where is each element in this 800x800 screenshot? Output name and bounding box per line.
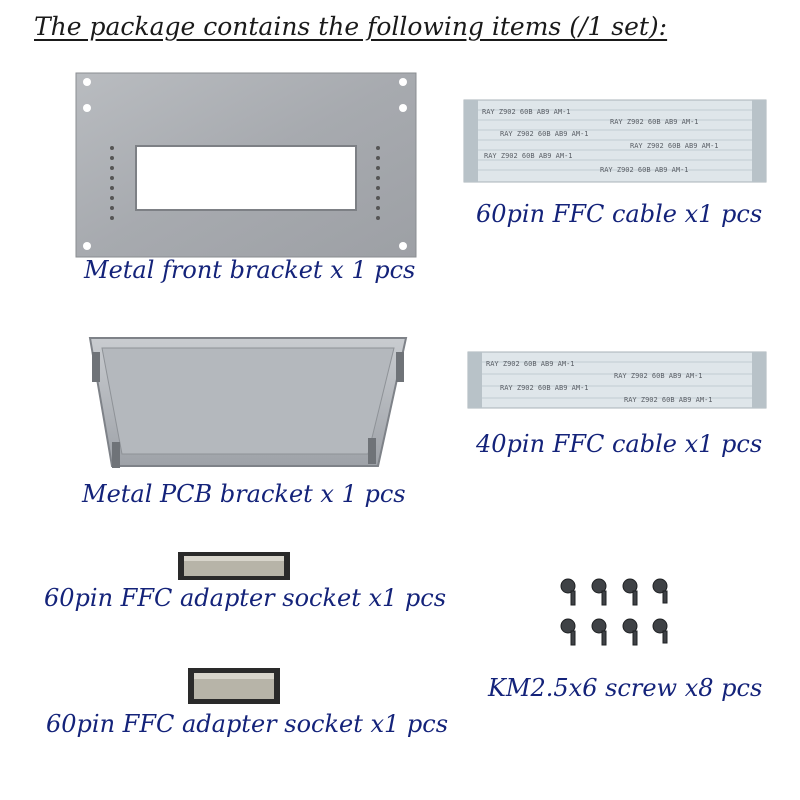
ffc-adapter-socket-image — [186, 666, 282, 706]
screws-image — [554, 572, 674, 652]
item-label: 40pin FFC cable x1 pcs — [476, 430, 763, 458]
item-label: KM2.5x6 screw x8 pcs — [488, 674, 763, 702]
cable-print-text: RAY Z902 60B AB9 AM-1 — [610, 118, 699, 126]
item-label: 60pin FFC cable x1 pcs — [476, 200, 763, 228]
cable-print-text: RAY Z902 60B AB9 AM-1 — [482, 108, 571, 116]
metal-front-bracket-image — [70, 70, 420, 260]
cable-print-text: RAY Z902 60B AB9 AM-1 — [486, 360, 575, 368]
package-contents-heading: The package contains the following items (/1 set): — [34, 12, 668, 41]
ffc-adapter-socket-image — [176, 550, 292, 582]
cable-print-text: RAY Z902 60B AB9 AM-1 — [500, 130, 589, 138]
metal-pcb-bracket-image — [78, 330, 418, 480]
cable-print-text: RAY Z902 60B AB9 AM-1 — [500, 384, 589, 392]
cable-print-text: RAY Z902 60B AB9 AM-1 — [484, 152, 573, 160]
item-label: 60pin FFC adapter socket x1 pcs — [46, 710, 449, 738]
ffc-cable-40pin-image — [464, 348, 770, 412]
item-label: 60pin FFC adapter socket x1 pcs — [44, 584, 447, 612]
item-label: Metal front bracket x 1 pcs — [84, 256, 416, 284]
cable-print-text: RAY Z902 60B AB9 AM-1 — [614, 372, 703, 380]
cable-print-text: RAY Z902 60B AB9 AM-1 — [630, 142, 719, 150]
item-label: Metal PCB bracket x 1 pcs — [82, 480, 406, 508]
ffc-cable-60pin-image — [460, 96, 770, 186]
cable-print-text: RAY Z902 60B AB9 AM-1 — [600, 166, 689, 174]
cable-print-text: RAY Z902 60B AB9 AM-1 — [624, 396, 713, 404]
